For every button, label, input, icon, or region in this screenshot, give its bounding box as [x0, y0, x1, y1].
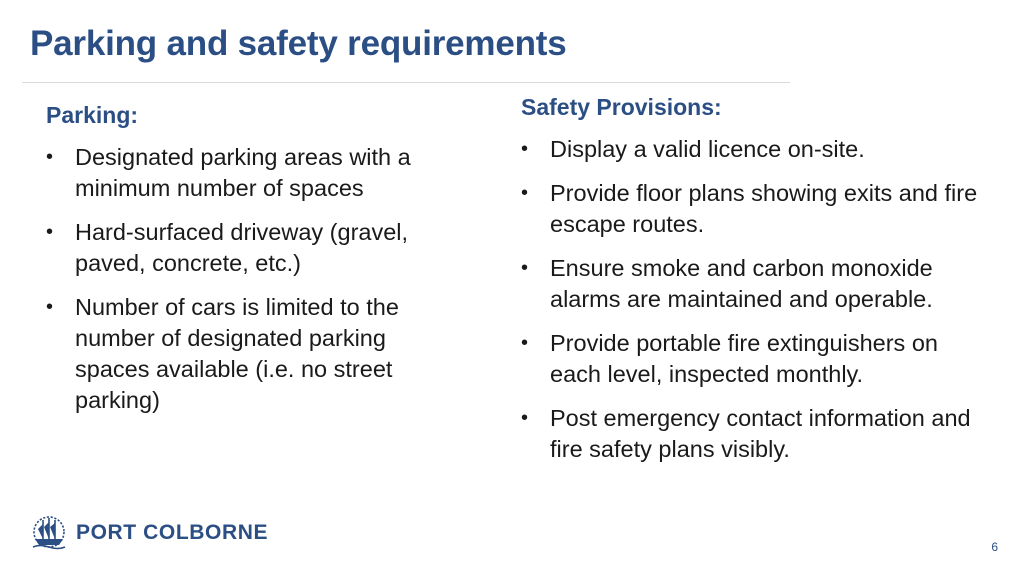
list-item [521, 253, 991, 315]
list-item-text: Provide floor plans showing exits and fire escape routes. [550, 180, 978, 237]
bullet-icon: • [521, 332, 529, 354]
list-item [46, 142, 446, 204]
ship-logo-icon [30, 515, 68, 551]
bullet-icon: • [46, 146, 54, 168]
list-item [521, 403, 991, 465]
list-item-text: Number of cars is limited to the number of designated parking spaces available (i.e. no street parking) [75, 294, 399, 413]
list-item [521, 178, 991, 240]
list-item-text: Designated parking areas with a minimum number of spaces [75, 144, 411, 201]
bullet-icon: • [521, 138, 529, 160]
parking-section [46, 100, 446, 429]
bullet-icon: • [521, 407, 529, 429]
list-item-text: Ensure smoke and carbon monoxide alarms are maintained and operable. [550, 255, 933, 312]
list-item [521, 134, 991, 165]
list-item [46, 292, 446, 416]
title-divider [22, 82, 790, 83]
bullet-icon: • [46, 221, 54, 243]
list-item-text: Display a valid licence on-site. [550, 136, 865, 162]
parking-list [46, 142, 446, 416]
safety-section [521, 92, 991, 478]
bullet-icon: • [46, 296, 54, 318]
list-item [521, 328, 991, 390]
logo-text: PORT COLBORNE [76, 521, 269, 544]
list-item-text: Post emergency contact information and fire safety plans visibly. [550, 405, 971, 462]
port-colborne-logo [30, 515, 268, 551]
list-item-text: Hard-surfaced driveway (gravel, paved, concrete, etc.) [75, 219, 409, 276]
safety-list [521, 134, 991, 465]
list-item-text: Provide portable fire extinguishers on each level, inspected monthly. [550, 330, 938, 387]
parking-heading: Parking: [46, 102, 139, 128]
page-title: Parking and safety requirements [30, 24, 567, 63]
bullet-icon: • [521, 257, 529, 279]
safety-heading: Safety Provisions: [521, 94, 722, 120]
bullet-icon: • [521, 182, 529, 204]
list-item [46, 217, 446, 279]
page-number: 6 [991, 540, 998, 554]
